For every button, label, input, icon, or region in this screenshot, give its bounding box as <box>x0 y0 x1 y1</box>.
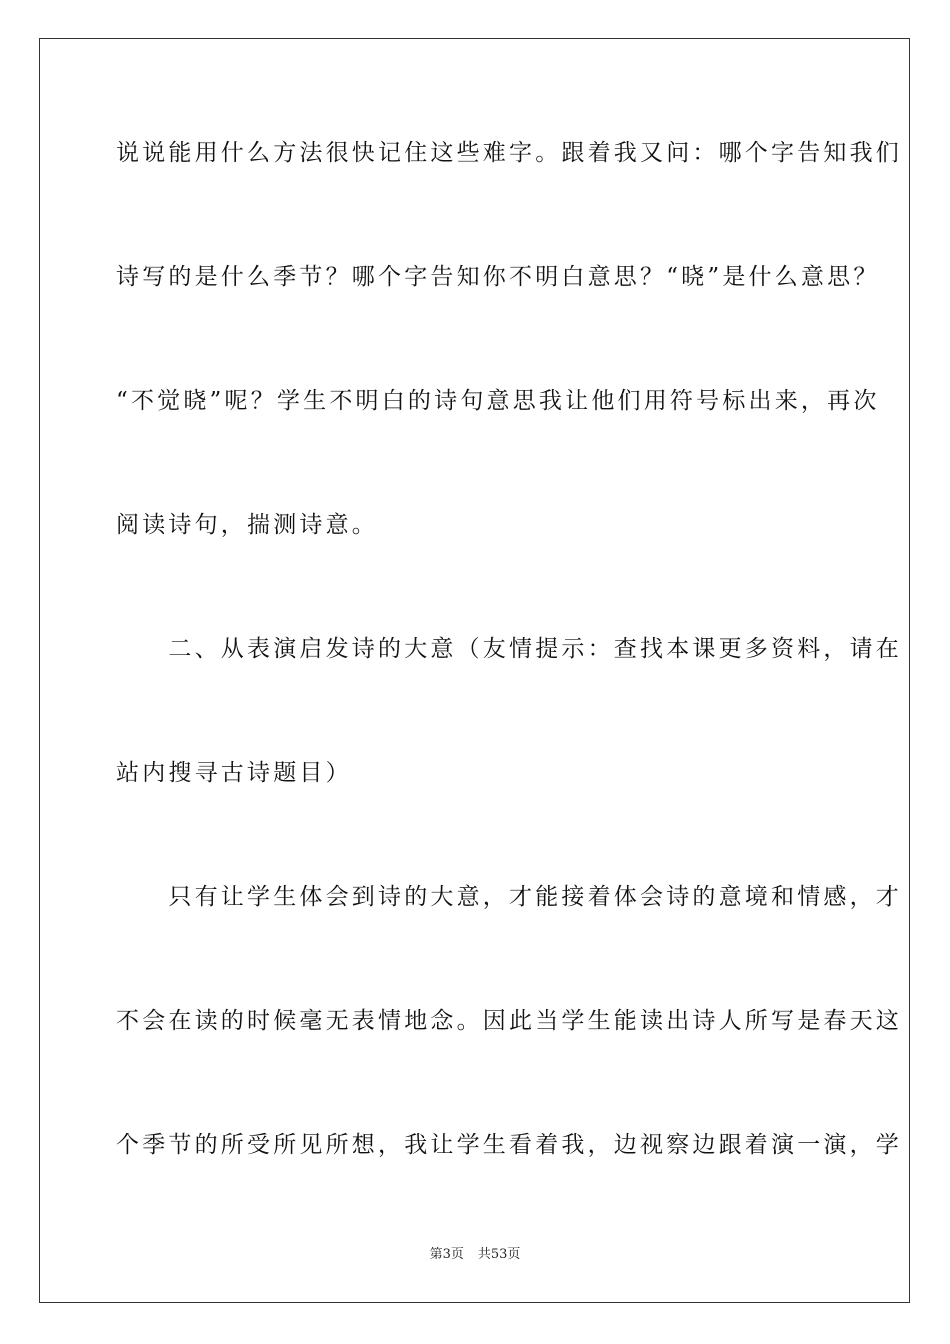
page-number: 第3页 <box>429 1247 464 1262</box>
text-line: 站内搜寻古诗题目） <box>116 760 352 786</box>
text-line: 个季节的所受所见所想，我让学生看着我，边视察边跟着演一演，学 <box>116 1132 902 1158</box>
section-heading: 二、从表演启发诗的大意（友情提示：查找本课更多资料，请在 <box>116 636 902 662</box>
page-total: 共53页 <box>477 1247 521 1262</box>
text-line: 只有让学生体会到诗的大意，才能接着体会诗的意境和情感，才 <box>116 884 902 910</box>
text-line: “不觉晓”呢？学生不明白的诗句意思我让他们用符号标出来，再次 <box>116 388 880 414</box>
text-line: 说说能用什么方法很快记住这些难字。跟着我又问：哪个字告知我们 <box>116 140 902 166</box>
text-line: 不会在读的时候毫无表情地念。因此当学生能读出诗人所写是春天这 <box>116 1008 902 1034</box>
text-line: 阅读诗句，揣测诗意。 <box>116 512 378 538</box>
page-footer <box>0 1246 950 1264</box>
page-border <box>39 38 910 1303</box>
text-line: 诗写的是什么季节？哪个字告知你不明白意思？“晓”是什么意思？ <box>116 264 880 290</box>
